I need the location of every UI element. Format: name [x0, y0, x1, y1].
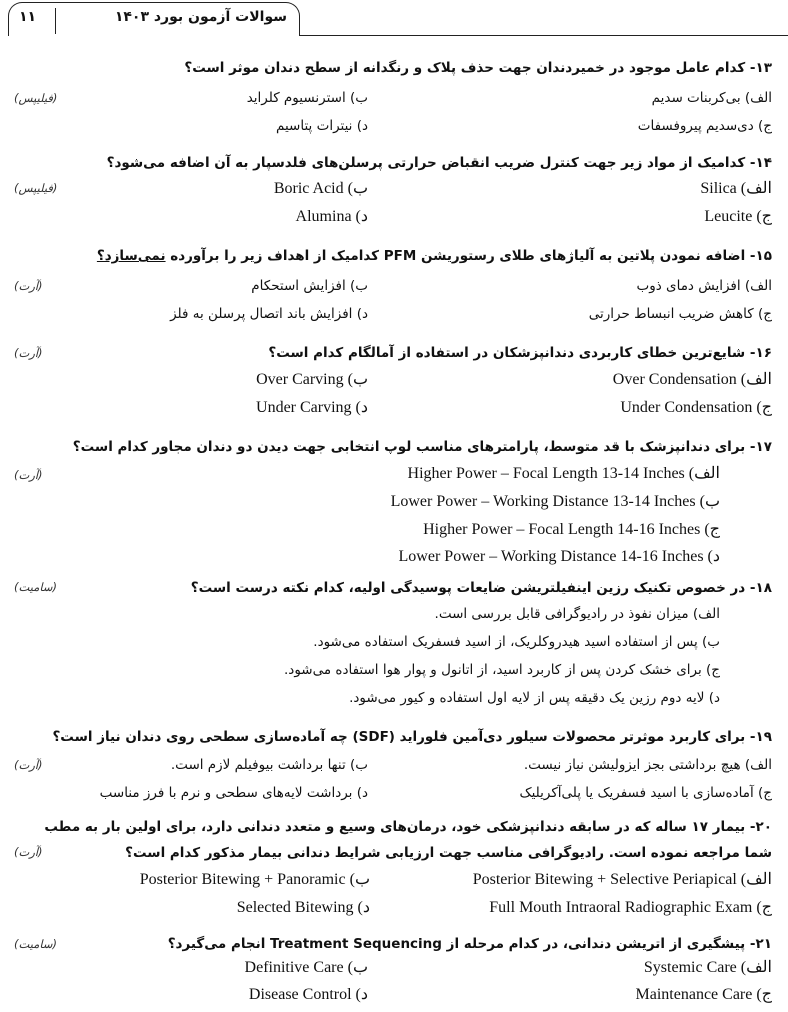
- question-20-option-c: ج) Full Mouth Intraoral Radiographic Exam: [489, 899, 772, 916]
- page-title: سوالات آزمون بورد ۱۴۰۳: [114, 9, 287, 25]
- question-15-stem-text: ۱۵- اضافه نمودن پلاتین به آلیاژهای طلای رستوریشن PFM کدامیک از اهداف زیر را برآورده: [165, 248, 772, 264]
- question-19-option-b: ب) تنها برداشت بیوفیلم لازم است.: [170, 757, 368, 773]
- question-19-source: (آرت): [14, 758, 43, 772]
- question-21-option-b: ب) Definitive Care: [244, 959, 368, 976]
- question-16-option-d: د) Under Carving: [256, 399, 368, 416]
- question-16-stem: ۱۶- شایع‌ترین خطای کاربردی دندانپزشکان در استفاده از آمالگام کدام است؟: [268, 345, 772, 361]
- question-13-source: (فیلیپس): [14, 91, 58, 105]
- question-14-option-b: ب) Boric Acid: [273, 180, 368, 197]
- question-17-option-a: الف) Higher Power – Focal Length 13-14 Inches: [407, 465, 720, 482]
- question-15-option-d: د) افزایش باند اتصال پرسلن به فلز: [170, 306, 368, 322]
- question-14-option-a: الف) Silica: [700, 180, 772, 197]
- question-15-option-a: الف) افزایش دمای ذوب: [636, 278, 772, 294]
- question-16-option-c: ج) Under Condensation: [620, 399, 772, 416]
- question-19-stem: ۱۹- برای کاربرد موثرتر محصولات سیلور دی‌آمین فلوراید (SDF) چه آماده‌سازی سطحی روی دندان نیاز است؟: [52, 729, 772, 745]
- question-13-option-c: ج) دی‌سدیم پیروفسفات: [637, 118, 772, 134]
- question-20-option-d: د) Selected Bitewing: [236, 899, 370, 916]
- question-14-stem: ۱۴- کدامیک از مواد زیر جهت کنترل ضریب انقباض حرارتی پرسلن‌های فلدسپار به آن اضافه می‌شود؟: [106, 155, 772, 171]
- question-21-option-d: د) Disease Control: [248, 986, 368, 1003]
- question-18-option-a: الف) میزان نفوذ در رادیوگرافی قابل بررسی است.: [434, 606, 720, 622]
- question-15-stem: [97, 244, 772, 268]
- question-13-option-a: الف) بی‌کربنات سدیم: [651, 90, 772, 106]
- question-16-option-b: ب) Over Carving: [256, 371, 368, 388]
- question-15-source: (آرت): [14, 279, 43, 293]
- question-20-option-b: ب) Posterior Bitewing + Panoramic: [139, 871, 370, 888]
- question-19-option-d: د) برداشت لایه‌های سطحی و نرم با فرز مناسب: [99, 785, 368, 801]
- question-16-source: (آرت): [14, 346, 43, 360]
- page-number: ۱۱: [19, 9, 37, 25]
- question-18-source: (سامیت): [14, 580, 58, 594]
- header-tab: [8, 2, 300, 36]
- header-divider: [55, 8, 56, 34]
- question-17-option-b: ب) Lower Power – Working Distance 13-14 Inches: [390, 493, 720, 510]
- page-header: [8, 2, 788, 38]
- question-18-stem: ۱۸- در خصوص تکنیک رزین اینفیلتریشن ضایعات پوسیدگی اولیه، کدام نکته درست است؟: [190, 580, 772, 596]
- question-20-stem-line-2: شما مراجعه نموده است. رادیوگرافی مناسب جهت ارزیابی شرایط دندانی بیمار مذکور کدام است؟: [125, 845, 772, 861]
- question-16-option-a: الف) Over Condensation: [612, 371, 772, 388]
- question-13-option-d: د) نیترات پتاسیم: [276, 118, 368, 134]
- question-17-option-d: د) Lower Power – Working Distance 14-16 Inches: [398, 548, 720, 565]
- question-15-option-c: ج) کاهش ضریب انبساط حرارتی: [588, 306, 772, 322]
- question-14-option-d: د) Alumina: [295, 208, 368, 225]
- question-17-option-c: ج) Higher Power – Focal Length 14-16 Inches: [423, 521, 720, 538]
- question-17-source: (آرت): [14, 468, 43, 482]
- question-13-stem: ۱۳- کدام عامل موجود در خمیردندان جهت حذف پلاک و رنگدانه از سطح دندان موثر است؟: [184, 60, 772, 76]
- question-17-stem: ۱۷- برای دندانپزشک با قد متوسط، پارامترهای مناسب لوپ انتخابی جهت دیدن دو دندان مجاور کدام است؟: [72, 439, 772, 455]
- question-15-option-b: ب) افزایش استحکام: [251, 278, 368, 294]
- question-20-source: (آرت): [14, 845, 43, 859]
- question-21-stem: ۲۱- پیشگیری از اتریشن دندانی، در کدام مرحله از Treatment Sequencing انجام می‌گیرد؟: [167, 936, 772, 952]
- question-18-option-b: ب) پس از استفاده اسید هیدروکلریک، از اسید فسفریک استفاده می‌شود.: [313, 634, 720, 650]
- question-14-source: (فیلیپس): [14, 181, 58, 195]
- question-20-stem-line-1: ۲۰- بیمار ۱۷ ساله که در سابقه دندانپزشکی خود، درمان‌های وسیع و متعدد دندانی دارد، برای اولین بار به مطب: [44, 819, 772, 835]
- question-19-option-a: الف) هیچ برداشتی بجز ایزولیشن نیاز نیست.: [523, 757, 772, 773]
- question-19-option-c: ج) آماده‌سازی با اسید فسفریک یا پلی‌آکریلیک: [519, 785, 772, 801]
- question-21-option-a: الف) Systemic Care: [643, 959, 772, 976]
- question-18-option-d: د) لایه دوم رزین یک دقیقه پس از لایه اول استفاده و کیور می‌شود.: [349, 690, 720, 706]
- question-14-option-c: ج) Leucite: [704, 208, 772, 225]
- question-13-option-b: ب) استرنسیوم کلراید: [246, 90, 368, 106]
- question-21-option-c: ج) Maintenance Care: [635, 986, 772, 1003]
- question-18-option-c: ج) برای خشک کردن پس از کاربرد اسید، از اتانول و پوار هوا استفاده می‌شود.: [284, 662, 720, 678]
- question-15-stem-emphasis: نمی‌سازد؟: [96, 248, 166, 264]
- question-21-source: (سامیت): [14, 937, 58, 951]
- question-20-option-a: الف) Posterior Bitewing + Selective Periapical: [472, 871, 772, 888]
